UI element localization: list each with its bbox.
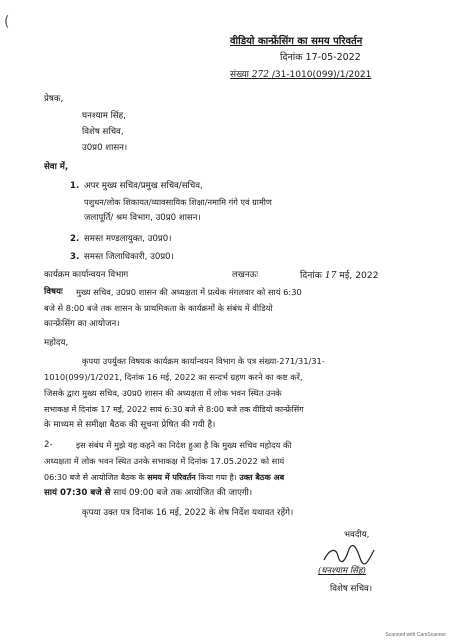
place-name: लखनऊः	[232, 270, 259, 280]
signatory-designation: विशेष सचिव।	[330, 584, 373, 594]
recipient-2-line1: समस्त मण्डलायुक्त, उ0प्र0।	[84, 234, 172, 244]
para2-line-4	[44, 488, 252, 499]
subject-line-2: बजे से 8:00 बजे तक शासन के प्राथमिकता के कार्यक्रमों के संबंध में वीडियो	[44, 303, 273, 313]
salutation: महोदय,	[44, 338, 69, 348]
recipients-label: सेवा में,	[44, 162, 69, 172]
para3: कृपया उक्त पत्र दिनांक 16 मई, 2022 के शेष निर्देश यथावत रहेंगे।	[82, 508, 294, 518]
letter-date: दिनांक 17-05-2022	[280, 52, 361, 63]
corner-mark: (	[4, 14, 10, 30]
recipient-1-num: 1.	[70, 181, 80, 191]
signatory-name: (घनश्याम सिंह)	[318, 566, 366, 576]
para2-line-4-plain: सायं 09:00 बजे तक आयोजित की जाएगी।	[113, 488, 253, 498]
dispatch-date-prefix: दिनांक	[300, 270, 322, 281]
para1-line-3: जिसके द्वारा मुख्य सचिव, उ0प्र0 शासन की अध्यक्षता में लोक भवन स्थित उनके	[44, 388, 282, 398]
subject-line-3: कान्फ्रेंसिंग का आयोजन।	[44, 319, 120, 329]
reference-label: संख्या	[230, 70, 249, 80]
para2-line-3-mid: किया गया है।	[198, 473, 237, 482]
para1-line-5: के माध्यम से समीक्षा बैठक की सूचना प्रेषित की गयी है।	[44, 420, 216, 430]
reference-rest: /31-1010(099)/1/2021	[271, 70, 372, 80]
sender-name: घनश्याम सिंह,	[82, 111, 126, 121]
para2-num: 2-	[44, 440, 53, 450]
recipient-3-num: 3.	[70, 252, 80, 262]
dispatch-date-suffix: मई, 2022	[339, 270, 379, 281]
para2-line-3-bold2: उक्त बैठक अब	[239, 473, 285, 482]
para2-line-1: इस संबंध में मुझे यह कहने का निदेश हुआ है कि मुख्य सचिव महोदय की	[76, 440, 292, 450]
para1-line-1: कृपया उपर्युक्त विषयक कार्यक्रम कार्यान्वयन विभाग के पत्र संख्या-271/31/31-	[82, 356, 325, 366]
para1-line-2: 1010(099)/1/2021, दिनांक 16 मई, 2022 का सन्दर्भ ग्रहण करने का कष्ट करें,	[44, 372, 303, 382]
sender-label: प्रेषक,	[44, 94, 64, 104]
scanner-footer: Scanned with CamScanner	[385, 632, 446, 638]
para2-line-2: अध्यक्षता में लोक भवन स्थित उनके सभाकक्ष में दिनांक 17.05.2022 को सायं	[44, 456, 285, 466]
letter-title: वीडियो कान्फ्रेंसिंग का समय परिवर्तन	[230, 36, 363, 47]
subject-label: विषयः	[44, 287, 63, 297]
subject-line-1: मुख्य सचिव, उ0प्र0 शासन की अध्यक्षता में प्रत्येक मंगलवार को सायं 6:30	[76, 287, 302, 297]
para1-line-4: सभाकक्ष में दिनांक 17 मई, 2022 सायं 6:30 बजे से 8:00 बजे तक वीडियो कान्फ्रेंसिंग	[44, 405, 304, 414]
department-name: कार्यक्रम कार्यान्वयन विभाग	[44, 270, 129, 280]
sender-designation: विशेष सचिव,	[82, 127, 124, 137]
recipient-3-line1: समस्त जिलाधिकारी, उ0प्र0।	[84, 252, 174, 262]
signature-mark	[322, 544, 376, 566]
recipient-2-num: 2.	[70, 234, 80, 244]
para2-line-3-plain: 06:30 बजे से आयोजित बैठक के	[44, 473, 145, 482]
recipient-1-line1: अपर मुख्य सचिव/प्रमुख सचिव/सचिव,	[84, 181, 203, 191]
para2-line-4-bold: सायं 07:30 बजे से	[44, 488, 111, 498]
dispatch-date	[300, 270, 379, 281]
dispatch-date-handwritten: 17	[324, 270, 337, 281]
reference-handwritten: 272	[251, 70, 269, 80]
para2-line-3	[44, 472, 284, 483]
recipient-1-line2: पशुधन/लोक शिकायत/व्यावसायिक शिक्षा/नमामि गंगे एवं ग्रामीण	[84, 197, 272, 207]
para2-line-3-bold: समय में परिवर्तन	[147, 473, 196, 482]
sender-office: उ0प्र0 शासन।	[82, 143, 128, 153]
closing-regards: भवदीय,	[344, 530, 370, 540]
recipient-1-line3: जलापूर्ति/ श्रम विभाग, उ0प्र0 शासन।	[84, 213, 201, 223]
reference-number	[230, 70, 371, 81]
